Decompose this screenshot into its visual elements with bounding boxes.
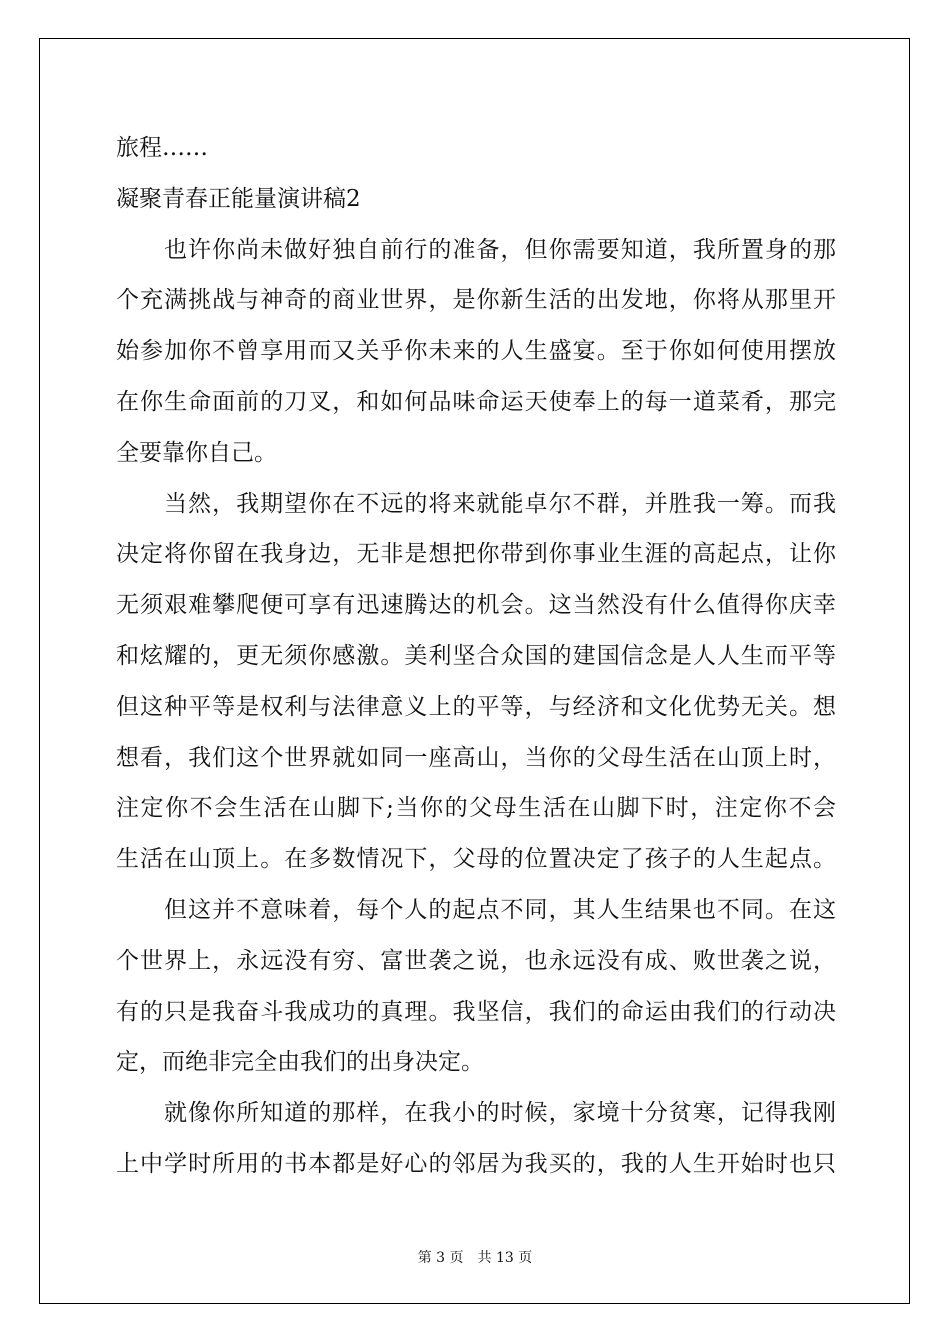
text-line: 决定将你留在我身边，无非是想把你带到你事业生涯的高起点，让你 [116,541,836,568]
text-line: 有的只是我奋斗我成功的真理。我坚信，我们的命运由我们的行动决 [116,998,836,1025]
text-line: 个世界上，永远没有穷、富世袭之说，也永远没有成、败世袭之说， [116,947,836,974]
page-number-footer: 第 3 页 共 13 页 [417,1250,533,1266]
text-line: 无须艰难攀爬便可享有迅速腾达的机会。这当然没有什么值得你庆幸 [116,592,836,619]
text-line: 个充满挑战与神奇的商业世界，是你新生活的出发地，你将从那里开 [116,287,836,314]
text-line: 也许你尚未做好独自前行的准备，但你需要知道，我所置身的那 [164,236,836,263]
text-line: 当然，我期望你在不远的将来就能卓尔不群，并胜我一筹。而我 [164,490,836,517]
text-line: 旅程…… [116,135,208,161]
text-line: 但这种平等是权利与法律意义上的平等，与经济和文化优势无关。想 [116,693,836,720]
text-line: 全要靠你自己。 [116,439,277,466]
text-line: 定，而绝非完全由我们的出身决定。 [116,1049,484,1076]
document-body [116,123,836,1190]
text-line: 生活在山顶上。在多数情况下，父母的位置决定了孩子的人生起点。 [116,846,836,873]
text-line: 和炫耀的，更无须你感激。美利坚合众国的建国信念是人人生而平等 [116,642,836,669]
section-heading: 凝聚青春正能量演讲稿2 [116,185,361,212]
text-line: 就像你所知道的那样，在我小的时候，家境十分贫寒，记得我刚 [164,1100,836,1127]
text-line: 注定你不会生活在山脚下;当你的父母生活在山脚下时，注定你不会 [116,795,836,822]
text-line: 始参加你不曾享用而又关乎你未来的人生盛宴。至于你如何使用摆放 [116,338,836,365]
text-line: 上中学时所用的书本都是好心的邻居为我买的，我的人生开始时也只 [116,1150,836,1177]
text-line: 但这并不意味着，每个人的起点不同，其人生结果也不同。在这 [164,896,836,923]
text-line: 想看，我们这个世界就如同一座高山，当你的父母生活在山顶上时， [116,744,836,771]
text-line: 在你生命面前的刀叉，和如何品味命运天使奉上的每一道菜肴，那完 [116,388,836,415]
